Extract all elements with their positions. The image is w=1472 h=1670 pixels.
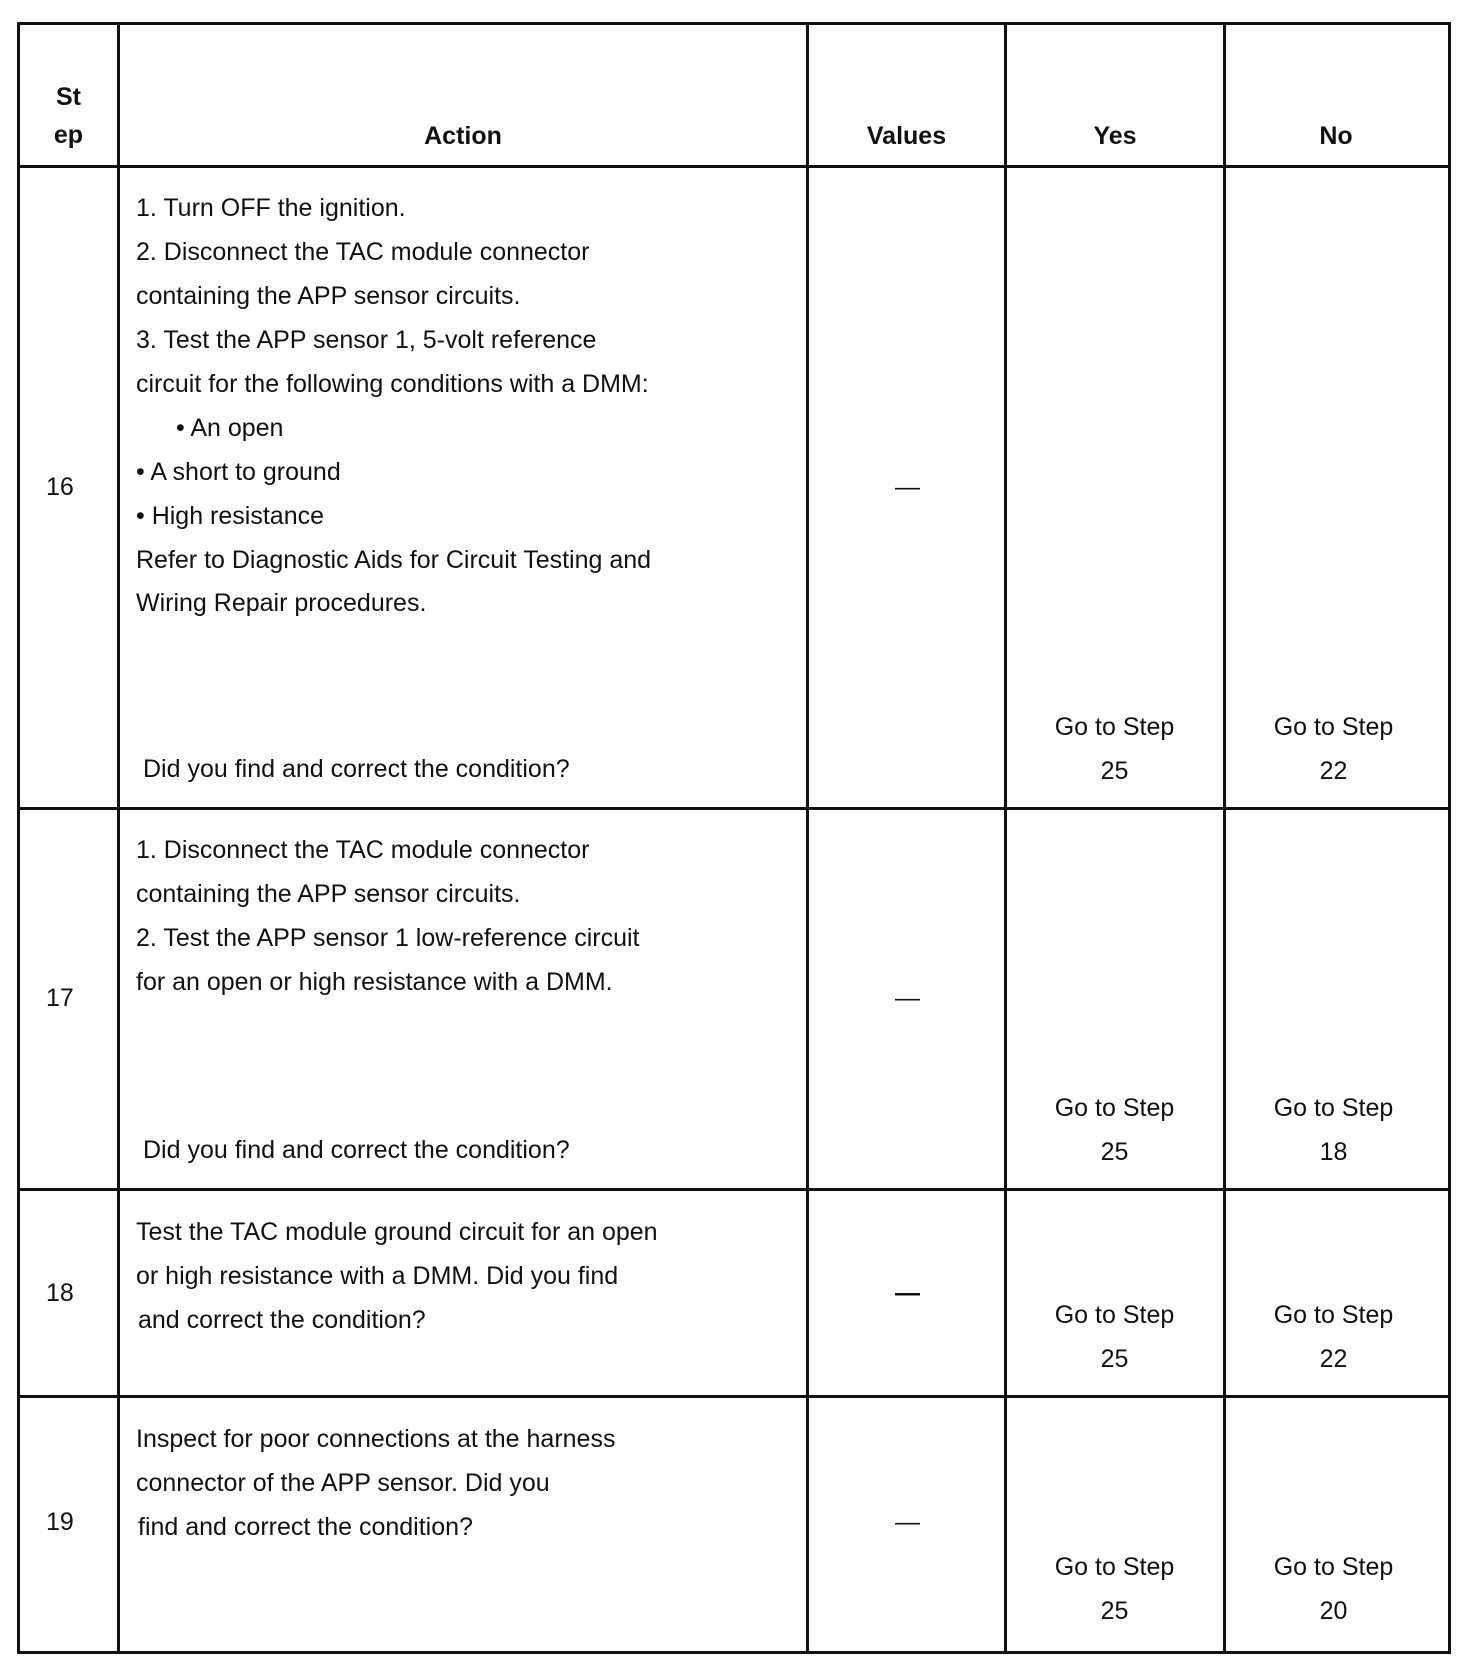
action-line: for an open or high resistance with a DMM. bbox=[136, 968, 613, 996]
yes-goto bbox=[1007, 1086, 1222, 1174]
yes-goto bbox=[1007, 1545, 1222, 1633]
row-divider bbox=[20, 1395, 1448, 1398]
diagnostic-table bbox=[17, 22, 1451, 1654]
column-divider bbox=[1004, 25, 1007, 1651]
row-divider bbox=[20, 807, 1448, 810]
step-number: 19 bbox=[46, 1508, 74, 1536]
action-line: Refer to Diagnostic Aids for Circuit Testing and bbox=[136, 546, 652, 574]
column-divider bbox=[1223, 25, 1226, 1651]
no-goto-label: Go to Step bbox=[1273, 1301, 1394, 1329]
action-line: 2. Test the APP sensor 1 low-reference circuit bbox=[136, 924, 640, 952]
action-question: Did you find and correct the condition? bbox=[143, 755, 570, 783]
step-number: 18 bbox=[46, 1279, 74, 1307]
no-goto-step: 20 bbox=[1319, 1597, 1348, 1625]
action-line: containing the APP sensor circuits. bbox=[136, 880, 521, 908]
action-line: find and correct the condition? bbox=[138, 1513, 473, 1541]
yes-goto-step: 25 bbox=[1100, 757, 1129, 785]
yes-goto bbox=[1007, 705, 1222, 793]
action-line: 1. Disconnect the TAC module connector bbox=[136, 836, 590, 864]
value-dash: — bbox=[895, 1279, 920, 1307]
action-line: or high resistance with a DMM. Did you find bbox=[136, 1262, 619, 1290]
header-step-line2: ep bbox=[53, 121, 84, 149]
no-goto bbox=[1226, 1293, 1441, 1381]
action-line: 1. Turn OFF the ignition. bbox=[136, 194, 406, 222]
action-line: containing the APP sensor circuits. bbox=[136, 282, 521, 310]
no-goto-step: 22 bbox=[1319, 757, 1348, 785]
action-line: circuit for the following conditions with a DMM: bbox=[136, 370, 649, 398]
yes-goto-label: Go to Step bbox=[1054, 1094, 1175, 1122]
yes-goto-step: 25 bbox=[1100, 1138, 1129, 1166]
yes-goto-step: 25 bbox=[1100, 1345, 1129, 1373]
action-line: and correct the condition? bbox=[138, 1306, 426, 1334]
row-divider bbox=[20, 165, 1448, 168]
action-bullet: • A short to ground bbox=[136, 458, 341, 486]
column-divider bbox=[806, 25, 809, 1651]
value-dash: — bbox=[895, 1508, 920, 1536]
yes-goto-step: 25 bbox=[1100, 1597, 1129, 1625]
action-line: Wiring Repair procedures. bbox=[136, 589, 427, 617]
action-bullet: • An open bbox=[176, 414, 284, 442]
action-line: 3. Test the APP sensor 1, 5-volt reference bbox=[136, 326, 597, 354]
row-divider bbox=[20, 1188, 1448, 1191]
value-dash: — bbox=[895, 473, 920, 501]
header-no: No bbox=[1319, 122, 1353, 150]
no-goto bbox=[1226, 1545, 1441, 1633]
action-bullet: • High resistance bbox=[136, 502, 325, 530]
yes-goto-label: Go to Step bbox=[1054, 1553, 1175, 1581]
action-line: Inspect for poor connections at the harness bbox=[136, 1425, 616, 1453]
yes-goto-label: Go to Step bbox=[1054, 1301, 1175, 1329]
value-dash: — bbox=[895, 984, 920, 1012]
yes-goto bbox=[1007, 1293, 1222, 1381]
header-step bbox=[20, 78, 117, 154]
step-number: 17 bbox=[46, 984, 74, 1012]
action-line: Test the TAC module ground circuit for an open bbox=[136, 1218, 658, 1246]
step-number: 16 bbox=[46, 473, 74, 501]
action-question: Did you find and correct the condition? bbox=[143, 1136, 570, 1164]
header-action: Action bbox=[424, 122, 502, 150]
yes-goto-label: Go to Step bbox=[1054, 713, 1175, 741]
column-divider bbox=[117, 25, 120, 1651]
no-goto-step: 22 bbox=[1319, 1345, 1348, 1373]
header-values: Values bbox=[866, 122, 947, 150]
no-goto-label: Go to Step bbox=[1273, 1094, 1394, 1122]
header-step-line1: St bbox=[56, 83, 81, 111]
action-line: connector of the APP sensor. Did you bbox=[136, 1469, 550, 1497]
no-goto-step: 18 bbox=[1319, 1138, 1348, 1166]
action-line: 2. Disconnect the TAC module connector bbox=[136, 238, 590, 266]
no-goto-label: Go to Step bbox=[1273, 1553, 1394, 1581]
no-goto-label: Go to Step bbox=[1273, 713, 1394, 741]
no-goto bbox=[1226, 705, 1441, 793]
no-goto bbox=[1226, 1086, 1441, 1174]
header-yes: Yes bbox=[1093, 122, 1137, 150]
